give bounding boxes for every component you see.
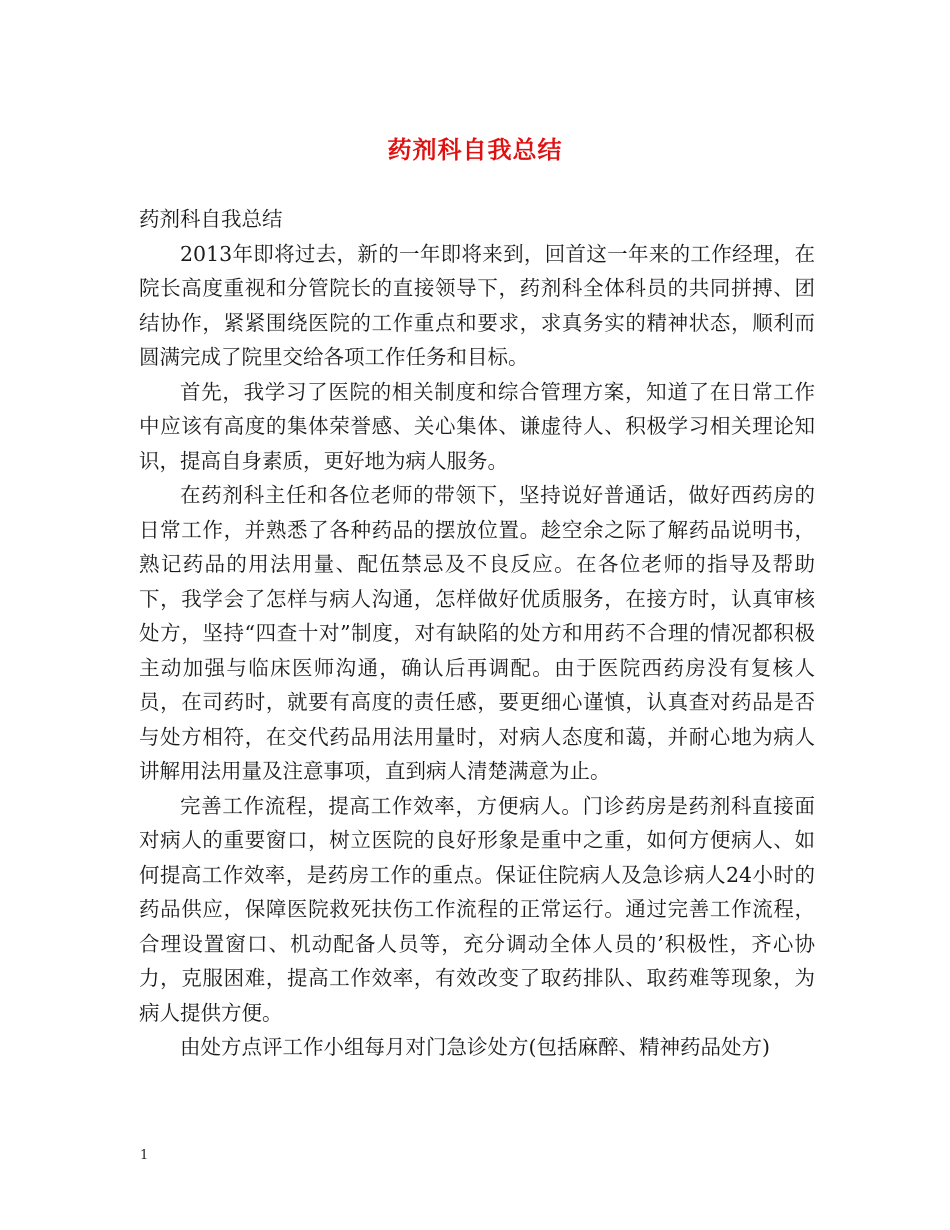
paragraph-prescription-review: 由处方点评工作小组每月对门急诊处方(包括麻醉、精神药品处方) [180, 1035, 770, 1059]
paragraph-workflow: 完善工作流程，提高工作效率，方便病人。门诊药房是药剂科直接面对病人的重要窗口，树立医院的良好形象是重中之重，如何方便病人、如何提高工作效率，是药房工作的重点。保证住院病人及急诊病人24小时的药品供应，保障医院救死扶伤工作流程的正常运行。通过完善工作流程，合理设置窗口、机动配备人员等，充分调动全体人员的’积极性，齐心协力，克服困难，提高工作效率，有效改变了取药排队、取药难等现象，为病人提供方便。 [139, 793, 815, 1025]
paragraph-intro: 2013年即将过去，新的一年即将来到，回首这一年来的工作经理，在院长高度重视和分管院长的直接领导下，药剂科全体科员的共同拼搏、团结协作，紧紧围绕医院的工作重点和要求，求真务实的精神状态，顺利而圆满完成了院里交给各项工作任务和目标。 [139, 241, 815, 369]
paragraph-study: 首先，我学习了医院的相关制度和综合管理方案，知道了在日常工作中应该有高度的集体荣誉感、关心集体、谦虚待人、积极学习相关理论知识，提高自身素质，更好地为病人服务。 [139, 379, 815, 473]
page-number: 1 [140, 1148, 149, 1163]
document-subtitle: 药剂科自我总结 [139, 207, 283, 231]
document-body [139, 202, 815, 1065]
paragraph-pharmacy-work: 在药剂科主任和各位老师的带领下，坚持说好普通话，做好西药房的日常工作，并熟悉了各种药品的摆放位置。趁空余之际了解药品说明书，熟记药品的用法用量、配伍禁忌及不良反应。在各位老师的指导及帮助下，我学会了怎样与病人沟通，怎样做好优质服务，在接方时，认真审核处方，坚持“四查十对”制度，对有缺陷的处方和用药不合理的情况都积极主动加强与临床医师沟通，确认后再调配。由于医院西药房没有复核人员，在司药时，就要有高度的责任感，要更细心谨慎，认真查对药品是否与处方相符，在交代药品用法用量时，对病人态度和蔼，并耐心地为病人讲解用法用量及注意事项，直到病人清楚满意为止。 [139, 483, 815, 783]
document-title: 药剂科自我总结 [387, 135, 563, 164]
